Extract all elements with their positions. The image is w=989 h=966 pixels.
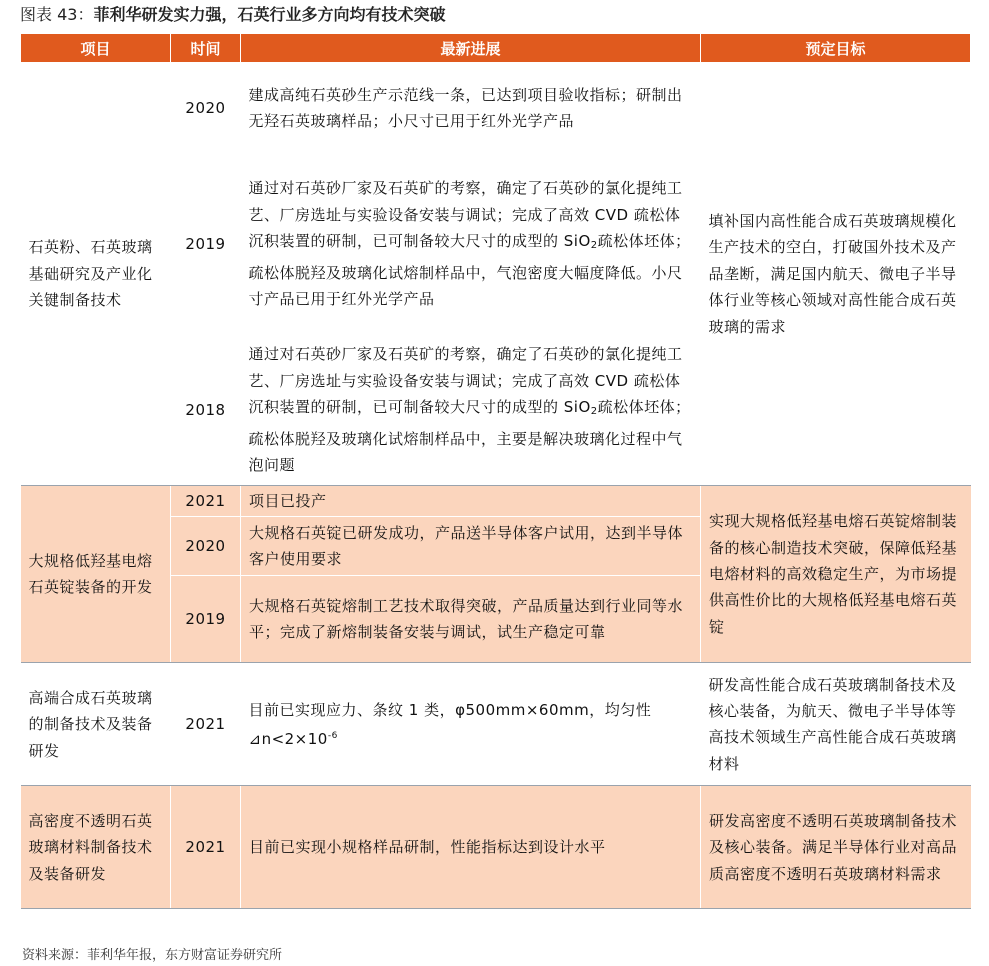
progress-text: 疏松体坯体；疏松体脱羟及玻璃化试熔制样品中，主要是解决玻璃化过程中气泡问题	[248, 398, 691, 475]
year-cell: 2019	[171, 576, 241, 663]
project-cell: 石英粉、石英玻璃基础研究及产业化关键制备技术	[21, 63, 171, 486]
superscript: -6	[327, 730, 338, 741]
header-project: 项目	[21, 34, 171, 63]
figure-title: 菲利华研发实力强，石英行业多方向均有技术突破	[93, 5, 446, 24]
goal-cell: 研发高密度不透明石英玻璃制备技术及核心装备。满足半导体行业对高品质高密度不透明石英玻璃材料需求	[701, 786, 971, 909]
progress-cell: 建成高纯石英砂生产示范线一条，已达到项目验收指标；研制出无羟石英玻璃样品；小尺寸已用于红外光学产品	[241, 63, 701, 154]
header-progress: 最新进展	[241, 34, 701, 63]
progress-cell	[241, 335, 701, 486]
rd-progress-table	[20, 33, 971, 909]
progress-cell: 大规格石英锭熔制工艺技术取得突破，产品质量达到行业同等水平；完成了新熔制装备安装与调试，试生产稳定可靠	[241, 576, 701, 663]
figure-number: 图表 43：	[20, 5, 94, 24]
progress-text: 通过对石英砂厂家及石英矿的考察，确定了石英砂的氯化提纯工艺、厂房选址与实验设备安装与调试；完成了高效 CVD 疏松体沉积装置的研制，已可制备较大尺寸的成型的 SiO	[248, 179, 683, 251]
project-cell: 大规格低羟基电熔石英锭装备的开发	[21, 486, 171, 663]
year-cell: 2020	[171, 63, 241, 154]
year-cell: 2019	[171, 153, 241, 335]
progress-cell	[241, 153, 701, 335]
year-cell: 2020	[171, 517, 241, 576]
goal-cell: 实现大规格低羟基电熔石英锭熔制装备的核心制造技术突破，保障低羟基电熔材料的高效稳定生产，为市场提供高性价比的大规格低羟基电熔石英锭	[701, 486, 971, 663]
year-cell: 2021	[171, 663, 241, 786]
table-row	[21, 486, 971, 517]
year-cell: 2021	[171, 486, 241, 517]
year-cell: 2018	[171, 335, 241, 486]
progress-cell	[241, 663, 701, 786]
progress-text: 通过对石英砂厂家及石英矿的考察，确定了石英砂的氯化提纯工艺、厂房选址与实验设备安装与调试；完成了高效 CVD 疏松体沉积装置的研制，已可制备较大尺寸的成型的 SiO	[248, 345, 683, 417]
goal-cell: 研发高性能合成石英玻璃制备技术及核心装备，为航天、微电子半导体等高技术领域生产高性能合成石英玻璃材料	[701, 663, 971, 786]
table-row	[21, 786, 971, 909]
progress-cell: 项目已投产	[241, 486, 701, 517]
progress-text: 目前已实现应力、条纹 1 类，φ500mm×60mm，均匀性⊿n<2×10	[248, 700, 652, 748]
subscript: 2	[590, 406, 598, 418]
table-row	[21, 63, 971, 154]
project-cell: 高密度不透明石英玻璃材料制备技术及装备研发	[21, 786, 171, 909]
table-row	[21, 663, 971, 786]
progress-text: 疏松体坯体；疏松体脱羟及玻璃化试熔制样品中，气泡密度大幅度降低。小尺寸产品已用于红外光学产品	[248, 232, 691, 309]
progress-cell: 目前已实现小规格样品研制，性能指标达到设计水平	[241, 786, 701, 909]
project-cell: 高端合成石英玻璃的制备技术及装备研发	[21, 663, 171, 786]
year-cell: 2021	[171, 786, 241, 909]
subscript: 2	[590, 240, 598, 252]
figure-caption	[20, 2, 445, 28]
goal-cell: 填补国内高性能合成石英玻璃规模化生产技术的空白，打破国外技术及产品垄断，满足国内航天、微电子半导体行业等核心领域对高性能合成石英玻璃的需求	[701, 63, 971, 486]
progress-cell: 大规格石英锭已研发成功，产品送半导体客户试用，达到半导体客户使用要求	[241, 517, 701, 576]
table-header-row	[21, 34, 971, 63]
header-time: 时间	[171, 34, 241, 63]
header-goal: 预定目标	[701, 34, 971, 63]
source-note: 资料来源：菲利华年报，东方财富证券研究所	[22, 948, 283, 963]
